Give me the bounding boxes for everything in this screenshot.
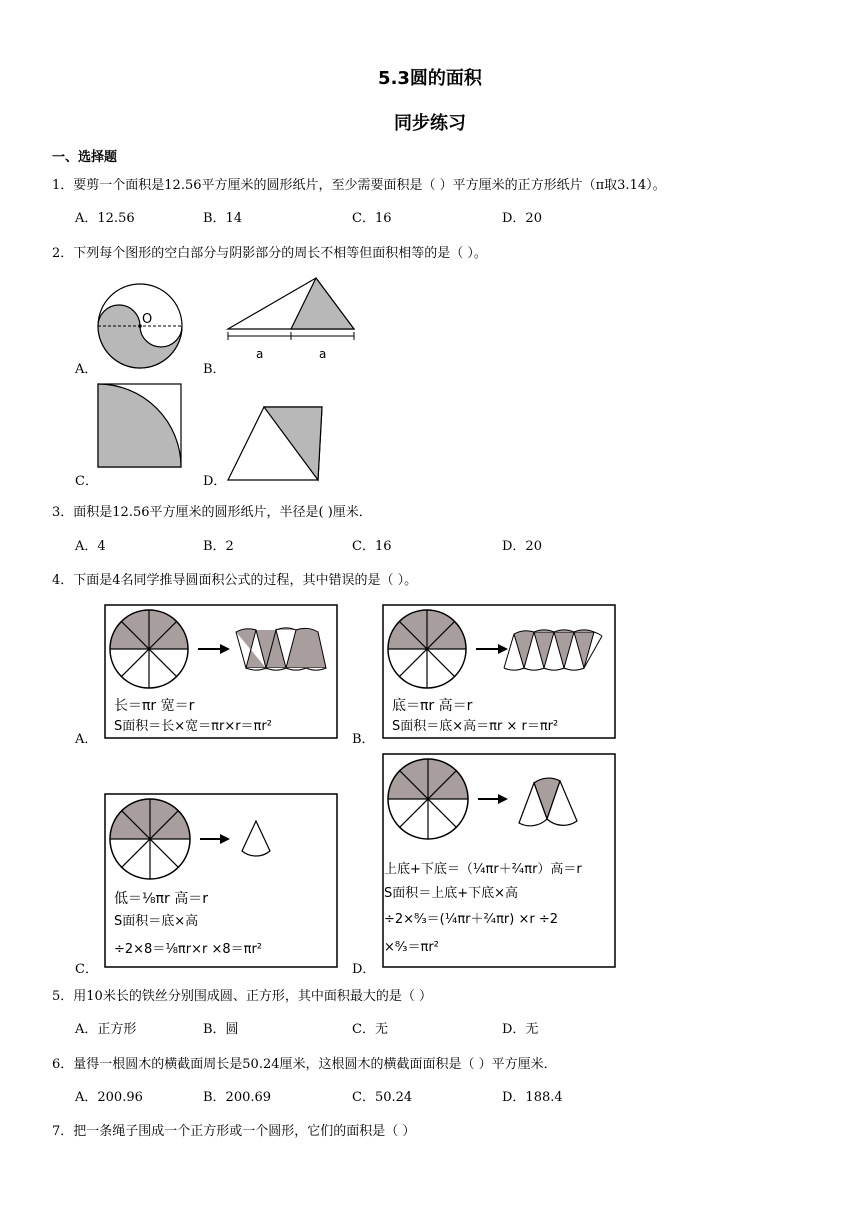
q4-d-line4: ×⁸⁄₃＝πr² (384, 940, 439, 955)
q1-option-c[interactable]: C．16 (352, 211, 392, 226)
q2-fig-a1-label: a (256, 347, 264, 361)
q5-option-b[interactable]: B．圆 (203, 1022, 239, 1037)
q4-option-c[interactable]: C． (75, 962, 98, 977)
q4-d-line2: S面积＝上底+下底×高 (384, 886, 519, 901)
q4-figure-d (382, 753, 616, 969)
q4-option-a[interactable]: A． (75, 732, 98, 747)
q5-option-c[interactable]: C．无 (352, 1022, 388, 1037)
q3-option-c[interactable]: C．16 (352, 539, 392, 554)
q4-figure-a (104, 604, 338, 740)
q3-option-d[interactable]: D．20 (502, 539, 542, 554)
q2-option-b[interactable]: B． (203, 362, 226, 377)
q4-option-d[interactable]: D． (352, 962, 376, 977)
question-2-text: 2．下列每个图形的空白部分与阴影部分的周长不相等但面积相等的是（ ）。 (52, 246, 487, 261)
q2-option-c[interactable]: C． (75, 474, 98, 489)
q4-a-line1: 长＝πr 宽＝r (114, 698, 195, 714)
q2-figure-c (97, 383, 183, 469)
question-7-text: 7．把一条绳子围成一个正方形或一个圆形，它们的面积是（ ） (52, 1124, 416, 1139)
q5-option-d[interactable]: D．无 (502, 1022, 539, 1037)
q5-option-a[interactable]: A．正方形 (75, 1022, 137, 1037)
q4-figure-b (382, 604, 616, 740)
q6-option-b[interactable]: B．200.69 (203, 1090, 272, 1105)
q6-option-a[interactable]: A．200.96 (75, 1090, 143, 1105)
question-5-text: 5．用10米长的铁丝分别围成圆、正方形，其中面积最大的是（ ） (52, 989, 432, 1004)
q2-fig-o-label: O (142, 312, 153, 327)
q4-b-line1: 底＝πr 高＝r (392, 698, 473, 714)
q6-option-c[interactable]: C．50.24 (352, 1090, 413, 1105)
q4-option-b[interactable]: B． (352, 732, 375, 747)
q4-a-line2: S面积＝长×宽＝πr×r＝πr² (114, 719, 272, 734)
q2-figure-d (226, 404, 326, 484)
question-4-text: 4．下面是4名同学推导圆面积公式的过程，其中错误的是（ ）。 (52, 573, 418, 588)
q4-c-line2: S面积＝底×高 (114, 914, 199, 929)
q1-option-d[interactable]: D．20 (502, 211, 542, 226)
q4-figure-c (104, 793, 338, 969)
page-subtitle: 同步练习 (394, 113, 466, 134)
q4-b-line2: S面积＝底×高＝πr × r＝πr² (392, 719, 559, 734)
q4-c-line3: ÷2×8＝⅛πr×r ×8＝πr² (114, 942, 263, 957)
section-heading: 一、选择题 (52, 150, 118, 165)
q3-option-a[interactable]: A．4 (75, 539, 106, 554)
q2-option-d[interactable]: D． (203, 474, 227, 489)
q2-fig-a2-label: a (319, 347, 327, 361)
question-6-text: 6．量得一根圆木的横截面周长是50.24厘米，这根圆木的横截面面积是（ ）平方厘米． (52, 1057, 557, 1072)
q4-d-line3: ÷2×⁸⁄₃＝(¼πr＋²⁄₄πr) ×r ÷2 (384, 912, 558, 927)
q4-d-line1: 上底+下底＝（¼πr＋²⁄₄πr）高＝r (384, 862, 582, 877)
q6-option-d[interactable]: D．188.4 (502, 1090, 563, 1105)
question-3-text: 3．面积是12.56平方厘米的圆形纸片，半径是( )厘米． (52, 505, 372, 520)
question-1-text: 1．要剪一个面积是12.56平方厘米的圆形纸片，至少需要面积是（ ）平方厘米的正方形纸片（π取3.14）。 (52, 178, 666, 193)
page-title: 5.3圆的面积 (378, 68, 482, 89)
q1-option-b[interactable]: B．14 (203, 211, 243, 226)
q3-option-b[interactable]: B．2 (203, 539, 234, 554)
q2-figure-a (96, 282, 186, 372)
q2-option-a[interactable]: A． (75, 362, 98, 377)
q1-option-a[interactable]: A．12.56 (75, 211, 135, 226)
q4-c-line1: 低＝⅛πr 高＝r (114, 891, 208, 907)
q2-figure-b (224, 274, 360, 364)
